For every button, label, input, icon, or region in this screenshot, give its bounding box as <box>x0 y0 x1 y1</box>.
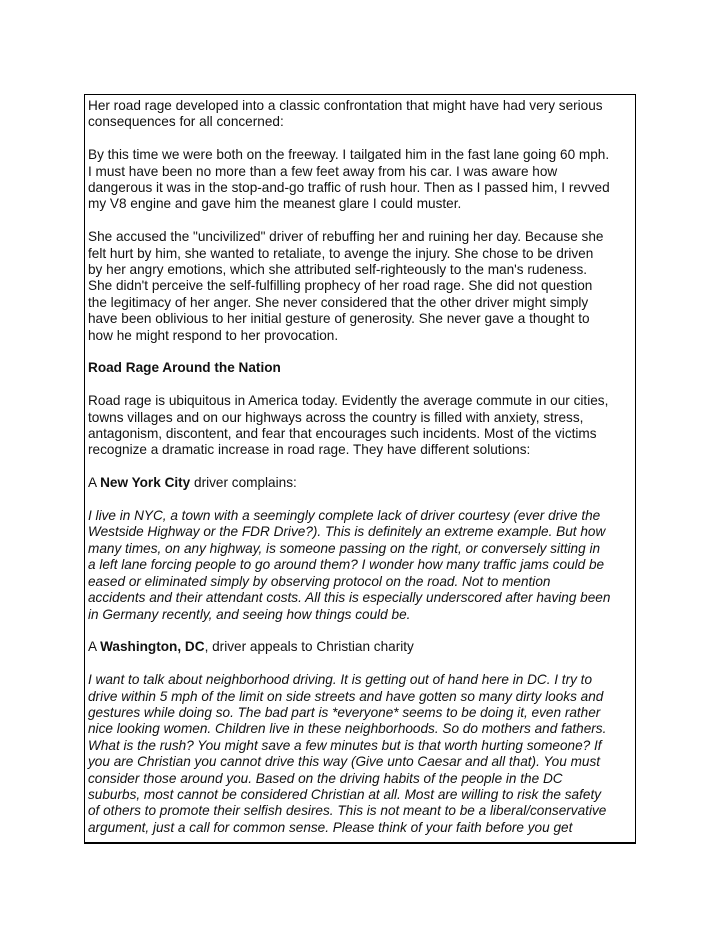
text-line: by her angry emotions, which she attributed self-righteously to the man's rudeness. <box>88 262 588 278</box>
text-line: I live in NYC, a town with a seemingly complete lack of driver courtesy (ever drive the <box>88 508 601 524</box>
text-line: recognize a dramatic increase in road rage. They have different solutions: <box>88 442 531 458</box>
text-line: in Germany recently, and seeing how things could be. <box>88 606 411 622</box>
text-line: many times, on any highway, is someone passing on the right, or conversely sitting in <box>88 540 601 556</box>
nyc-quote <box>88 508 636 623</box>
text-line: I must have been no more than a few feet away from his car. I was aware how <box>88 163 558 179</box>
nyc-intro <box>88 475 636 491</box>
dc-city-name: Washington, DC <box>100 639 205 655</box>
text-line: how he might respond to her provocation. <box>88 327 339 343</box>
text-line: accidents and their attendant costs. All this is especially underscored after having been <box>88 590 611 606</box>
text-line: She didn't perceive the self-fulfilling prophecy of her road rage. She did not question <box>88 278 593 294</box>
text-line: eased or eliminated simply by observing protocol on the road. Not to mention <box>88 573 551 589</box>
paragraph-accusation <box>88 229 636 344</box>
nyc-city-name: New York City <box>100 475 191 491</box>
paragraph-freeway-account <box>88 147 636 213</box>
text-line: gestures while doing so. The bad part is *everyone* seems to be doing it, even rather <box>88 704 601 720</box>
text-line: By this time we were both on the freeway. I tailgated him in the fast lane going 60 mph. <box>88 147 610 163</box>
dc-quote <box>88 672 636 836</box>
text-line: drive within 5 mph of the limit on side streets and have gotten so many dirty looks and <box>88 688 604 704</box>
page-text-frame <box>84 94 636 844</box>
dc-intro <box>88 639 636 655</box>
section-heading: Road Rage Around the Nation <box>88 360 281 376</box>
text-line: She accused the "uncivilized" driver of rebuffing her and ruining her day. Because she <box>88 229 604 245</box>
text-line: consequences for all concerned: <box>88 114 284 130</box>
text-line: towns villages and on our highways across the country is filled with anxiety, stress, <box>88 409 584 425</box>
text-line: my V8 engine and gave him the meanest glare I could muster. <box>88 196 462 212</box>
text-line: of others to promote their selfish desires. This is not meant to be a liberal/conservative <box>88 803 607 819</box>
dc-intro-prefix: A <box>88 639 101 655</box>
text-line: dangerous it was in the stop-and-go traffic of rush hour. Then as I passed him, I revved <box>88 180 610 196</box>
text-line: a left lane forcing people to go around them? I wonder how many traffic jams could be <box>88 557 605 573</box>
paragraph-ubiquitous <box>88 393 636 459</box>
text-line: felt hurt by him, she wanted to retaliate, to avenge the injury. She chose to be driven <box>88 245 594 261</box>
text-line: Westside Highway or the FDR Drive?). This is definitely an extreme example. But how <box>88 524 606 540</box>
text-line: have been oblivious to her initial gesture of generosity. She never gave a thought to <box>88 311 590 327</box>
text-line: What is the rush? You might save a few minutes but is that worth hurting someone? If <box>88 737 602 753</box>
text-line: the legitimacy of her anger. She never considered that the other driver might simply <box>88 294 589 310</box>
text-line: you are Christian you cannot drive this way (Give unto Caesar and all that). You must <box>88 754 601 770</box>
nyc-intro-prefix: A <box>88 475 101 491</box>
dc-intro-suffix: , driver appeals to Christian charity <box>204 639 414 655</box>
text-line: consider those around you. Based on the driving habits of the people in the DC <box>88 770 563 786</box>
document-body <box>88 98 636 844</box>
nyc-intro-suffix: driver complains: <box>190 475 297 491</box>
paragraph-intro <box>88 98 636 131</box>
text-line: Her road rage developed into a classic confrontation that might have had very serious <box>88 98 603 113</box>
text-line: suburbs, most cannot be considered Christian at all. Most are willing to risk the safety <box>88 786 602 802</box>
text-line: antagonism, discontent, and fear that encourages such incidents. Most of the victims <box>88 426 597 442</box>
text-line: I want to talk about neighborhood driving. It is getting out of hand here in DC. I try to <box>88 672 593 688</box>
text-line: Road rage is ubiquitous in America today. Evidently the average commute in our cities, <box>88 393 609 409</box>
text-line: nice looking women. Children live in these neighborhoods. So do mothers and fathers. <box>88 721 607 737</box>
text-line: argument, just a call for common sense. Please think of your faith before you get <box>88 819 573 835</box>
